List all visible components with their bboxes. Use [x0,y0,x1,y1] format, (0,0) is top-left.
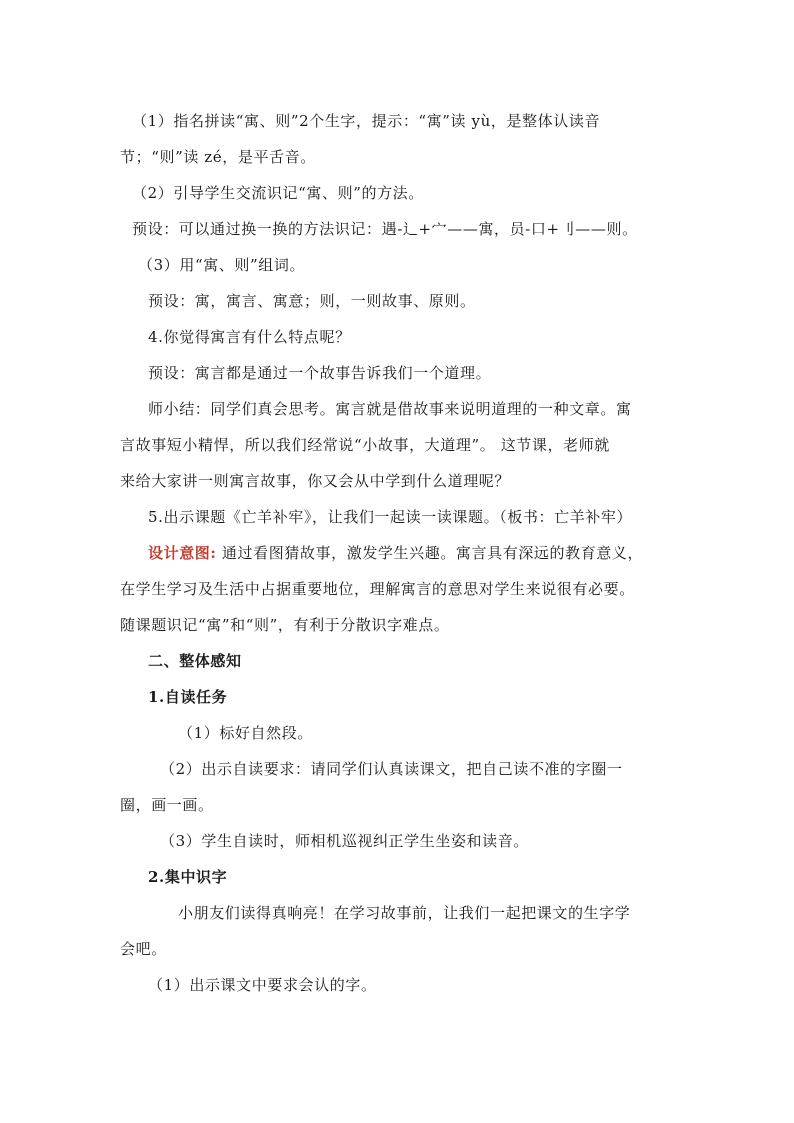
paragraph-line: 圈，画一画。 [120,796,214,814]
design-intent-line [148,542,643,564]
paragraph-line: 在学生学习及生活中占据重要地位，理解寓言的意思对学生来说很有必要。 [120,580,635,598]
paragraph-line: 会吧。 [120,940,167,958]
design-intent-label: 设计意图: [148,544,217,562]
paragraph-line: 随课题识记“寓”和“则”，有利于分散识字难点。 [120,616,450,634]
design-intent-text: 通过看图猜故事，激发学生兴趣。寓言具有深远的教育意义， [216,544,644,562]
paragraph-line: 节；“则”读 zé，是平舌音。 [120,148,316,166]
paragraph-line: 小朋友们读得真响亮！在学习故事前，让我们一起把课文的生字学 [178,904,631,922]
paragraph-line: 预设：可以通过换一换的方法识记：遇-辶+宀——寓，员-口+刂——则。 [132,220,638,238]
paragraph-line: 5.出示课题《亡羊补牢》，让我们一起读一读课题。（板书：亡羊补牢） [148,508,633,526]
paragraph-line: 师小结：同学们真会思考。寓言就是借故事来说明道理的一种文章。寓 [148,400,632,418]
paragraph-line: （3）用“寓、则”组词。 [138,256,306,274]
paragraph-line: （1）指名拼读“寓、则”2个生字，提示：“寓”读 yù，是整体认读音 [132,112,601,130]
paragraph-line: （1）标好自然段。 [178,724,313,742]
section-heading: 二、整体感知 [148,652,242,670]
subsection-heading: 2.集中识字 [148,868,228,886]
paragraph-line: 预设：寓，寓言、寓意；则，一则故事、原则。 [148,292,476,310]
paragraph-line: （3）学生自读时，师相机巡视纠正学生坐姿和读音。 [160,832,529,850]
subsection-heading: 1.自读任务 [148,688,228,706]
paragraph-line: 言故事短小精悍，所以我们经常说“小故事，大道理”。 这节课，老师就 [120,436,610,454]
paragraph-line: 预设：寓言都是通过一个故事告诉我们一个道理。 [148,364,492,382]
paragraph-line: 4.你觉得寓言有什么特点呢？ [148,328,351,346]
paragraph-line: （2）出示自读要求：请同学们认真读课文，把自己读不准的字圈一 [160,760,623,778]
paragraph-line: （1）出示课文中要求会认的字。 [148,976,377,994]
paragraph-line: 来给大家讲一则寓言故事，你又会从中学到什么道理呢？ [120,472,511,490]
paragraph-line: （2）引导学生交流识记“寓、则”的方法。 [132,184,424,202]
